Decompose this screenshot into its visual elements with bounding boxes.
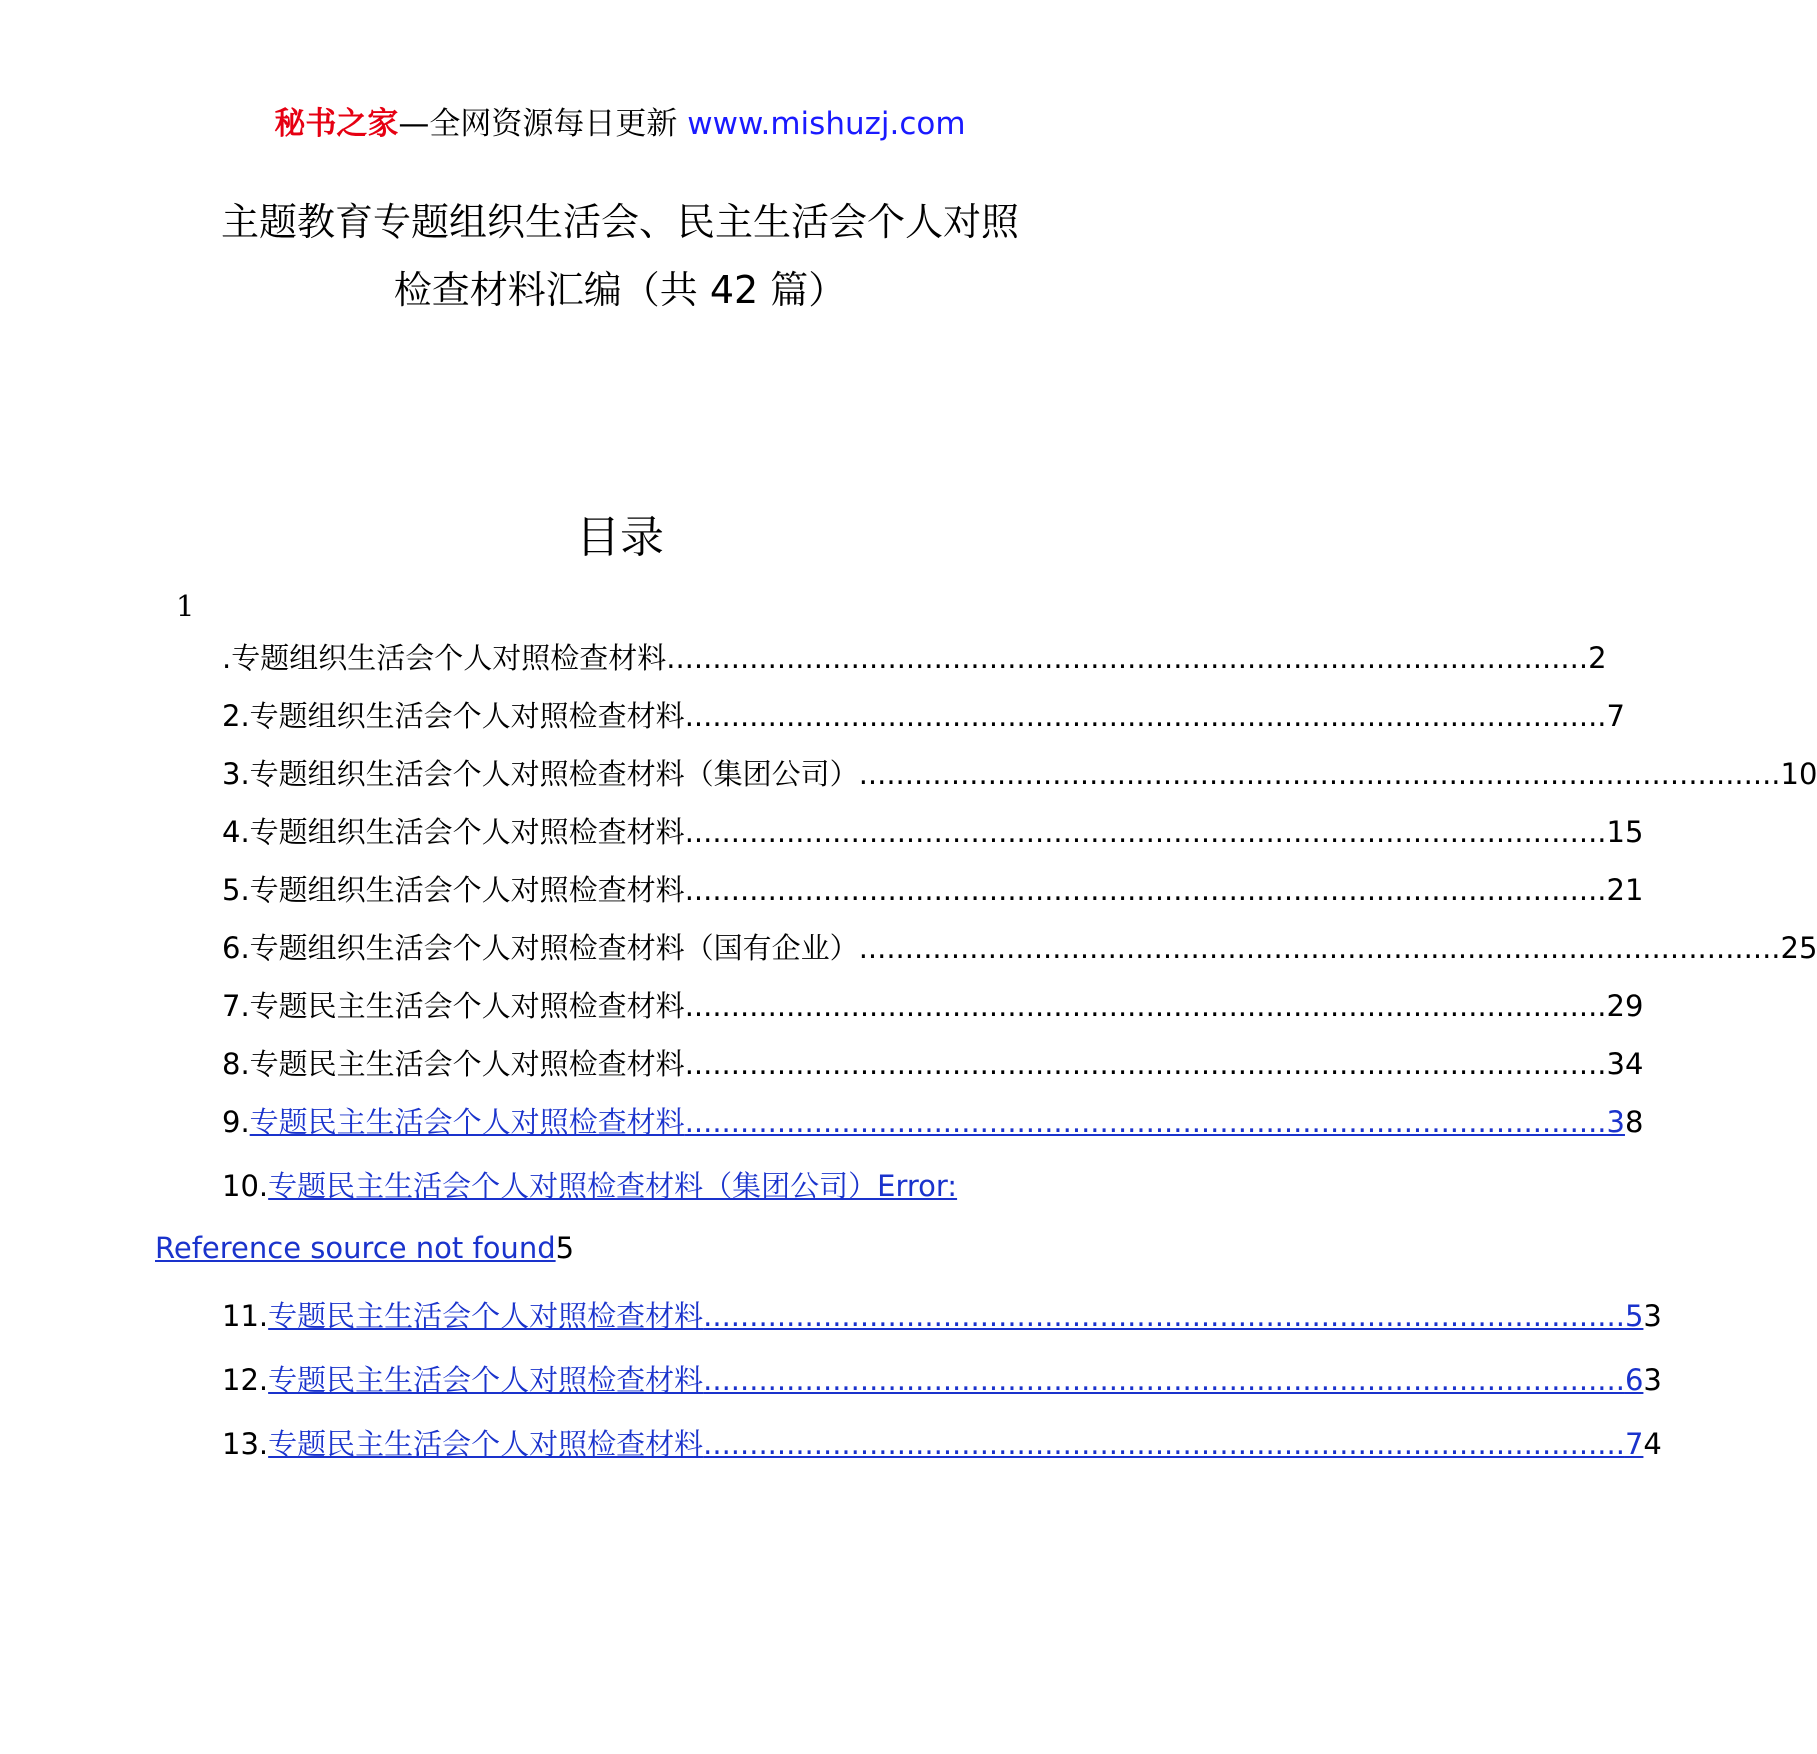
toc-entry-number: 11.: [222, 1299, 269, 1333]
toc-entry-page-tail: 8: [1624, 1105, 1644, 1139]
toc-entry-page-tail: 5: [555, 1231, 575, 1265]
toc-leader-dots: ....................................................................................................: [684, 989, 1607, 1023]
reference-error-link[interactable]: Reference source not found: [155, 1231, 556, 1265]
toc-entry-page-link[interactable]: 7: [1624, 1427, 1644, 1461]
toc-leader-dots[interactable]: ....................................................................................................: [703, 1299, 1625, 1333]
toc-entry-page-tail: 4: [1643, 1427, 1662, 1461]
toc-entry-label: [222, 748, 859, 800]
header-slogan: —全网资源每日更新: [398, 106, 688, 142]
toc-leader-dots: ....................................................................................................: [684, 815, 1607, 849]
toc-entry-2[interactable]: [222, 690, 1625, 742]
toc-entry-title: .专题组织生活会个人对照检查材料: [222, 641, 667, 675]
toc-entry-page-link[interactable]: 3: [1606, 1105, 1625, 1139]
toc-entry-title-link[interactable]: 专题民主生活会个人对照检查材料: [268, 1427, 704, 1461]
toc-entry-title-link[interactable]: 专题民主生活会个人对照检查材料: [268, 1299, 704, 1333]
toc-heading: 目录: [576, 512, 664, 563]
toc-entry-page: 10: [1780, 757, 1817, 791]
toc-entry-label: [222, 690, 685, 742]
toc-entry-12[interactable]: [222, 1354, 1662, 1406]
toc-entry-8[interactable]: [222, 1038, 1644, 1090]
toc-entry-page-tail: 3: [1643, 1299, 1662, 1333]
title-line-2: 检查材料汇编（共 42 篇）: [393, 268, 847, 312]
toc-entry-page-link[interactable]: 5: [1624, 1299, 1644, 1333]
toc-entry-4[interactable]: [222, 806, 1644, 858]
toc-entry-number: 9.: [222, 1105, 250, 1139]
toc-entry-title-link[interactable]: 专题民主生活会个人对照检查材料（集团公司）Error:: [268, 1169, 958, 1203]
toc-entry-label: [222, 864, 685, 916]
toc-leader-dots: ....................................................................................................: [684, 1047, 1607, 1081]
toc-entry-number: 10.: [222, 1169, 269, 1203]
title-line-1: 主题教育专题组织生活会、民主生活会个人对照: [220, 200, 1019, 244]
brand-name: 秘书之家: [274, 106, 399, 142]
toc-entry-number: 3.: [222, 757, 250, 791]
toc-entry-title: 专题组织生活会个人对照检查材料: [249, 815, 685, 849]
toc-entry-title: 专题组织生活会个人对照检查材料（国有企业）: [249, 931, 859, 965]
toc-leader-dots[interactable]: ....................................................................................................: [703, 1363, 1625, 1397]
toc-leader-dots: ....................................................................................................: [858, 931, 1781, 965]
toc-entry-label: [222, 922, 859, 974]
toc-entry-13[interactable]: [222, 1418, 1662, 1470]
toc-entry-page: 21: [1606, 873, 1644, 907]
toc-entry-page: 34: [1606, 1047, 1644, 1081]
toc-entry-10-continuation[interactable]: [155, 1222, 574, 1274]
toc-entry-5[interactable]: [222, 864, 1644, 916]
toc-entry-number: 4.: [222, 815, 250, 849]
toc-entry-title: 专题组织生活会个人对照检查材料（集团公司）: [249, 757, 859, 791]
toc-leader-dots[interactable]: ....................................................................................................: [684, 1105, 1607, 1139]
toc-entry-label: [222, 980, 685, 1032]
toc-entry-label: [222, 1038, 685, 1090]
toc-entry-number: 6.: [222, 931, 250, 965]
toc-leader-dots[interactable]: ....................................................................................................: [703, 1427, 1625, 1461]
toc-entry-title: 专题民主生活会个人对照检查材料: [249, 1047, 685, 1081]
toc-entry-10[interactable]: [222, 1160, 1048, 1212]
toc-entry-1[interactable]: [222, 632, 1607, 684]
toc-leader-dots: ....................................................................................................: [684, 699, 1607, 733]
document-title: [150, 188, 1090, 324]
toc-entry-title-link[interactable]: 专题民主生活会个人对照检查材料: [249, 1105, 685, 1139]
toc-entry-page: 25: [1780, 931, 1817, 965]
site-header: [0, 102, 1240, 146]
toc-entry-page: 29: [1606, 989, 1644, 1023]
toc-stray-number: 1: [176, 589, 195, 623]
toc-entry-7[interactable]: [222, 980, 1644, 1032]
toc-entry-page: 2: [1588, 641, 1607, 675]
toc-entry-number: 12.: [222, 1363, 269, 1397]
toc-entry-title-link[interactable]: 专题民主生活会个人对照检查材料: [268, 1363, 704, 1397]
toc-leader-dots: ....................................................................................................: [858, 757, 1781, 791]
toc-entry-page: 15: [1606, 815, 1644, 849]
toc-entry-9[interactable]: [222, 1096, 1644, 1148]
toc-entry-number: 5.: [222, 873, 250, 907]
toc-entry-6[interactable]: [222, 922, 1817, 974]
toc-entry-title: 专题组织生活会个人对照检查材料: [249, 873, 685, 907]
toc-entry-number: 13.: [222, 1427, 269, 1461]
toc-entry-title: 专题民主生活会个人对照检查材料: [249, 989, 685, 1023]
toc-entry-page-tail: 3: [1643, 1363, 1662, 1397]
toc-entry-11[interactable]: [222, 1290, 1662, 1342]
site-url-link[interactable]: www.mishuzj.com: [687, 106, 966, 142]
toc-entry-page: 7: [1606, 699, 1625, 733]
toc-entry-title: 专题组织生活会个人对照检查材料: [249, 699, 685, 733]
toc-leader-dots: ....................................................................................................: [666, 641, 1589, 675]
toc-entry-number: 8.: [222, 1047, 250, 1081]
toc-entry-label: [222, 806, 685, 858]
toc-leader-dots: ....................................................................................................: [684, 873, 1607, 907]
toc-entry-3[interactable]: [222, 748, 1817, 800]
toc-entry-number: 2.: [222, 699, 250, 733]
toc-entry-page-link[interactable]: 6: [1624, 1363, 1644, 1397]
toc-entry-number: 7.: [222, 989, 250, 1023]
